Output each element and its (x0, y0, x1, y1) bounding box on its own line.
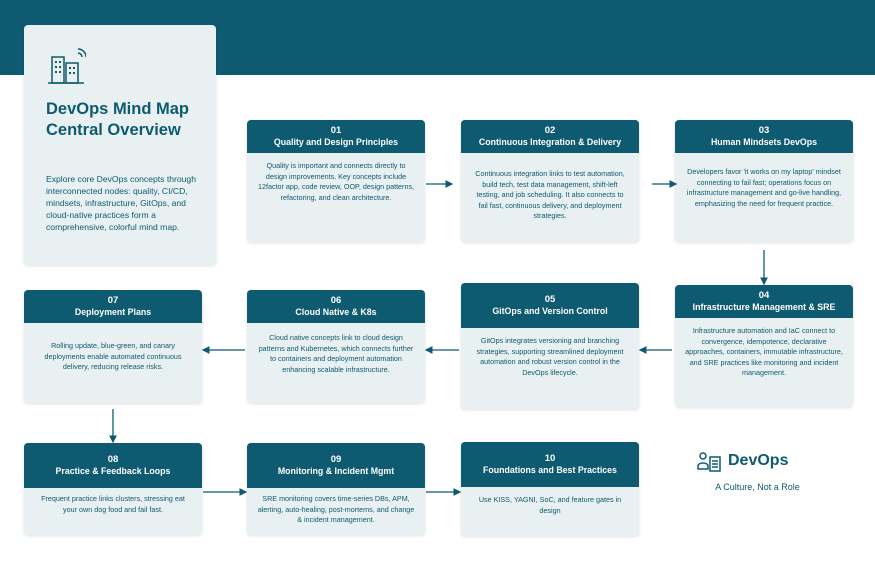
node-title: Practice & Feedback Loops (55, 466, 171, 476)
node-number: 04 (758, 290, 770, 301)
node-title: Human Mindsets DevOps (710, 137, 818, 147)
node-number: 03 (758, 125, 770, 136)
intro-description: Explore core DevOps concepts through interconnected nodes: quality, CI/CD, mindsets, infrastructure, GitOps, and cloud-native practices form a comprehensive, colorful mind map. (46, 174, 196, 232)
node-title: Foundations and Best Practices (483, 465, 617, 475)
brand-block (690, 448, 840, 498)
node-number: 09 (330, 454, 342, 465)
node-title: GitOps and Version Control (492, 306, 608, 316)
node-body: Frequent practice links clusters, stressing eat your own dog food and fail fast. (41, 494, 185, 514)
node-title: Continuous Integration & Delivery (478, 137, 622, 147)
node-number: 01 (330, 125, 342, 136)
people-list-icon (697, 450, 721, 474)
node-number: 08 (107, 454, 119, 465)
brand-name: DevOps (728, 452, 789, 469)
node-body: Cloud native concepts link to cloud design patterns and Kubernetes, which connects further to containers and deployment automation enhancing scalable infrastructure. (258, 333, 414, 374)
node-number: 02 (544, 125, 556, 136)
node-title: Cloud Native & K8s (295, 307, 377, 317)
node-body: Continuous integration links to test automation, build tech, test data management, shift-left testing, and job scheduling. It also connects to fail fast, continuous delivery, and deployment strategies. (475, 169, 625, 220)
node-number: 05 (544, 294, 556, 305)
node-body: Infrastructure automation and IaC connect to convergence, idempotence, declarative approaches, containers, immutable infrastructure, and SRE practices like monitoring and incident management. (685, 326, 843, 377)
node-title: Quality and Design Principles (273, 137, 399, 147)
node-title: Monitoring & Incident Mgmt (277, 466, 395, 476)
node-title: Deployment Plans (74, 307, 152, 317)
brand-tagline: A Culture, Not a Role (715, 482, 800, 492)
node-body: Rolling update, blue-green, and canary deployments enable automated continuous delivery, reducing release risks. (44, 341, 182, 371)
node-body: Use KISS, YAGNI, SoC, and feature gates in design (478, 495, 622, 515)
node-body: Quality is important and connects directly to design improvements. Key concepts include 12factor app, code review, OOP, design patterns, refactoring, and clean architecture. (257, 161, 415, 202)
page-title: DevOps Mind Map Central Overview (46, 100, 190, 139)
node-body: GitOps integrates versioning and branching strategies, supporting streamlined deployment automation and robust version control in the DevOps lifecycle. (476, 336, 624, 377)
node-title: Infrastructure Management & SRE (692, 302, 836, 312)
node-body: Developers favor 'it works on my laptop' mindset connecting to fail fast; operations focus on infrastructure management and go-live handling, emphasizing the need for frequent practice. (686, 167, 842, 208)
node-body: SRE monitoring covers time-series DBs, APM, alerting, auto-healing, post-mortems, and change & incident management. (257, 494, 415, 524)
node-number: 10 (544, 453, 556, 464)
node-number: 07 (107, 295, 119, 306)
node-number: 06 (330, 295, 342, 306)
